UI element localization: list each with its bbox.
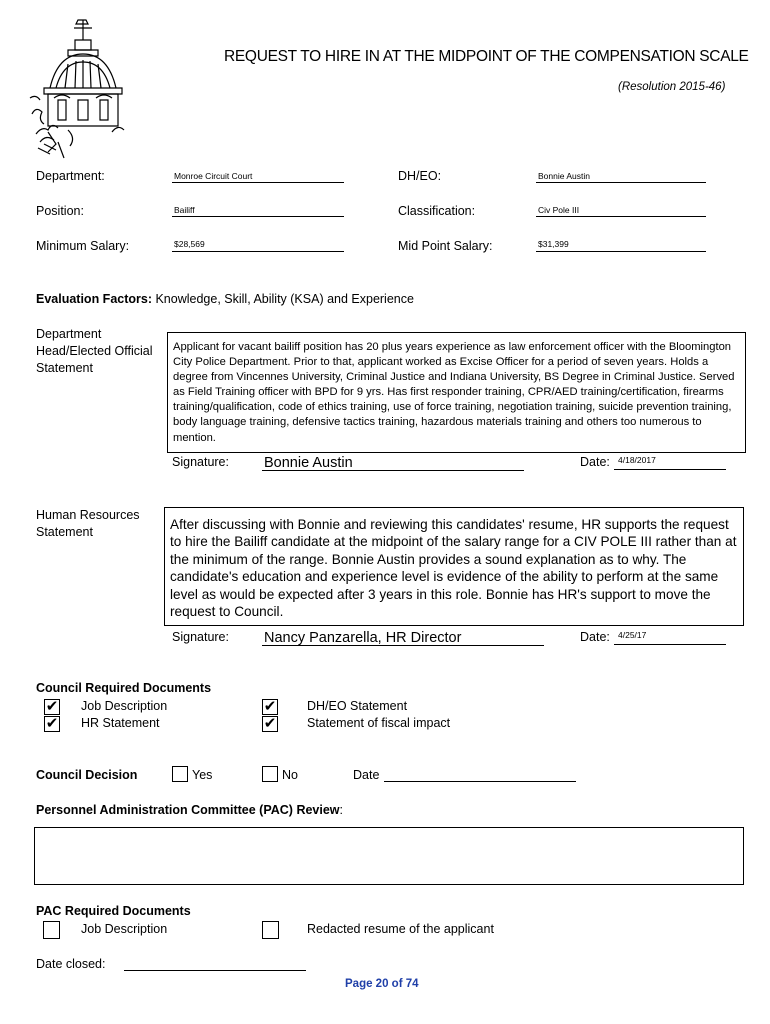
evaluation-text: Knowledge, Skill, Ability (KSA) and Experience — [152, 292, 414, 306]
page-number: Page 20 of 74 — [345, 978, 419, 990]
position-value: Bailiff — [174, 205, 195, 215]
dheo-underline — [536, 181, 706, 183]
courthouse-dome-icon — [28, 14, 128, 164]
pac-review-box[interactable] — [34, 827, 744, 885]
council-decision-label: Council Decision — [36, 768, 138, 782]
min-salary-label: Minimum Salary: — [36, 239, 130, 253]
hr-signature-line — [262, 644, 544, 646]
dept-signature-label: Signature: — [172, 455, 229, 469]
position-label: Position: — [36, 204, 84, 218]
job-description-checkbox[interactable]: ✔ — [45, 697, 59, 715]
pac-redacted-resume-checkbox[interactable] — [262, 921, 279, 939]
mid-salary-label: Mid Point Salary: — [398, 239, 493, 253]
classification-label: Classification: — [398, 204, 476, 218]
dept-date-value: 4/18/2017 — [618, 455, 656, 465]
dept-statement-box[interactable] — [167, 332, 746, 453]
council-no-checkbox[interactable] — [262, 766, 278, 782]
dept-signature-line — [262, 469, 524, 471]
dheo-value: Bonnie Austin — [538, 171, 590, 181]
pac-redacted-resume-label: Redacted resume of the applicant — [307, 922, 494, 936]
department-label: Department: — [36, 169, 105, 183]
min-salary-underline — [172, 250, 344, 252]
date-closed-line[interactable] — [124, 969, 306, 971]
evaluation-label: Evaluation Factors: — [36, 292, 152, 306]
council-date-label: Date — [353, 768, 380, 782]
council-yes-checkbox[interactable] — [172, 766, 188, 782]
mid-salary-value: $31,399 — [538, 239, 569, 249]
dept-statement-text: Applicant for vacant bailiff position has 20 plus years experience as law enforcement officer with the Bloomington City Police Department. Prior to that, applicant worked as Excise Officer for a period of seven years. Holds a degree from Vincennes University, Criminal Justice and Indiana University, BS Degree in Criminal Justice. Served as Field Training officer with BPD for 9 yrs. Has first responder training, CPR/AED training/certification, firearms training/qualification, code of ethics training, use of force training, negotiation training, suicide prevention training, body language training, defensive tactics training, hazardous materials training and others too numerous to mention. — [173, 341, 735, 444]
dept-signature-value: Bonnie Austin — [264, 455, 353, 471]
department-value: Monroe Circuit Court — [174, 171, 253, 181]
pac-job-description-checkbox[interactable] — [43, 921, 60, 939]
evaluation-factors — [36, 292, 414, 306]
department-underline — [172, 181, 344, 183]
hr-statement-label: Human Resources Statement — [36, 508, 140, 539]
dheo-statement-checkbox[interactable]: ✔ — [263, 697, 277, 715]
date-closed-label: Date closed: — [36, 957, 106, 971]
hr-date-value: 4/25/17 — [618, 630, 647, 640]
position-underline — [172, 215, 344, 217]
pac-review-heading: Personnel Administration Committee (PAC) Review: — [36, 803, 344, 817]
pac-job-description-label: Job Description — [81, 922, 168, 936]
hr-signature-value: Nancy Panzarella, HR Director — [264, 630, 462, 646]
page-title: REQUEST TO HIRE IN AT THE MIDPOINT OF THE COMPENSATION SCALE — [224, 48, 749, 65]
dheo-statement-label: DH/EO Statement — [307, 699, 408, 713]
council-no-label: No — [282, 768, 298, 782]
job-description-label: Job Description — [81, 699, 168, 713]
pac-docs-heading: PAC Required Documents — [36, 904, 191, 918]
classification-value: Civ Pole III — [538, 205, 580, 215]
fiscal-impact-label: Statement of fiscal impact — [307, 716, 451, 730]
mid-salary-underline — [536, 250, 706, 252]
hr-date-label: Date: — [580, 630, 610, 644]
hr-statement-box[interactable] — [164, 507, 744, 626]
hr-statement-checkbox[interactable]: ✔ — [45, 714, 59, 732]
dept-statement-label: Department Head/Elected Official Statement — [36, 327, 153, 375]
hr-signature-label: Signature: — [172, 630, 229, 644]
council-date-line[interactable] — [384, 780, 576, 782]
dheo-label: DH/EO: — [398, 169, 442, 183]
dept-date-label: Date: — [580, 455, 610, 469]
council-docs-heading: Council Required Documents — [36, 681, 212, 695]
resolution-reference: (Resolution 2015-46) — [618, 81, 726, 93]
dept-date-line — [614, 468, 726, 470]
council-yes-label: Yes — [192, 768, 213, 782]
hr-statement-text: After discussing with Bonnie and reviewing this candidates' resume, HR supports the request to hire the Bailiff candidate at the midpoint of the salary range for a CIV POLE III rather than at the minimum of the range. Bonnie Austin provides a sound explanation as to why. The candidate's education and experience level is evidence of the ability to perform at the same level as would be expected after 3 years in this role. Bonnie has HR's support to move the request to Council. — [170, 517, 737, 620]
classification-underline — [536, 215, 706, 217]
fiscal-impact-checkbox[interactable]: ✔ — [263, 714, 277, 732]
hr-date-line — [614, 643, 726, 645]
min-salary-value: $28,569 — [174, 239, 205, 249]
hr-statement-doc-label: HR Statement — [81, 716, 160, 730]
